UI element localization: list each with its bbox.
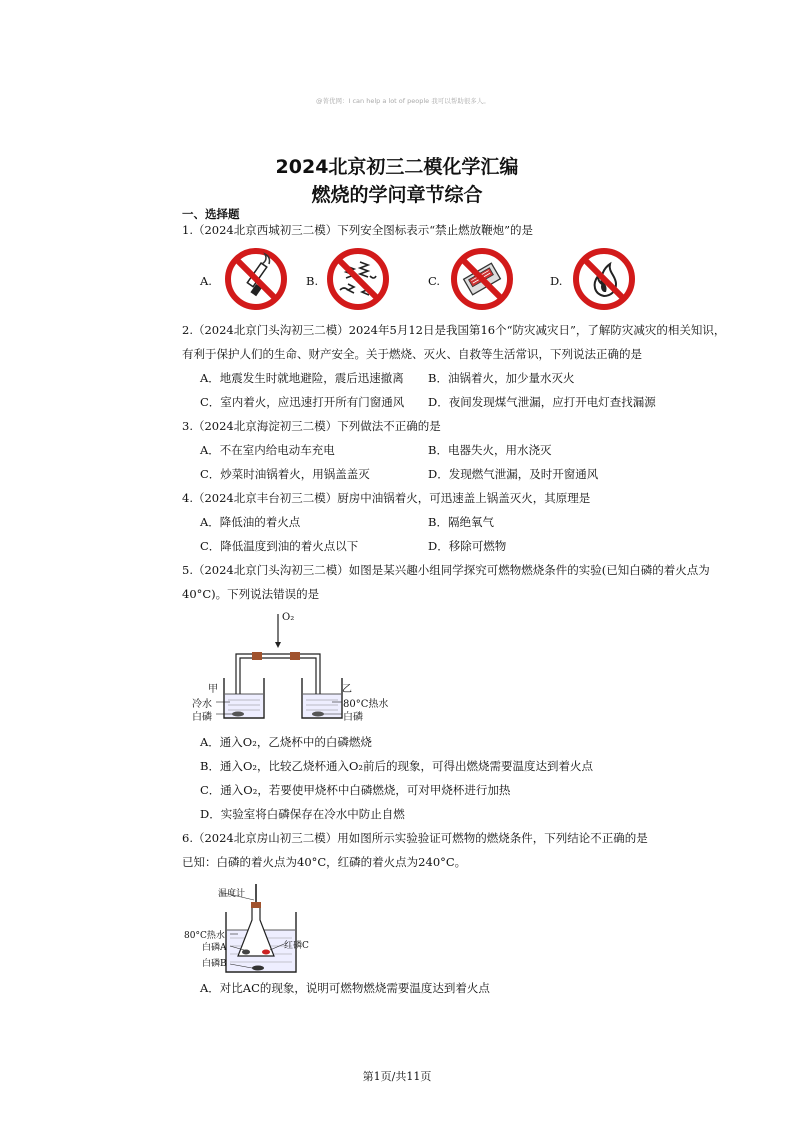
q6-option-a: A．对比AC的现象，说明可燃物燃烧需要温度达到着火点 [200, 981, 490, 995]
beaker-jia-label: 甲 [208, 684, 218, 695]
q6-known-conditions: 已知：白磷的着火点为40°C，红磷的着火点为240°C。 [182, 855, 467, 869]
cold-water-label: 冷水 [192, 699, 212, 710]
q2-option-b: B．油锅着火，加少量水灭火 [428, 371, 575, 385]
q5-apparatus-figure [190, 606, 400, 724]
q5-stem-line2: 40°C)。下列说法错误的是 [182, 587, 320, 601]
q2-stem-line2: 有利于保护人们的生命、财产安全。关于燃烧、灭火、自救等生活常识，下列说法正确的是 [182, 347, 642, 361]
o2-label: O₂ [282, 612, 295, 623]
q5-option-b: B．通入O₂，比较乙烧杯通入O₂前后的现象，可得出燃烧需要温度达到着火点 [200, 759, 594, 773]
q1-option-d-label: D. [550, 274, 563, 288]
q2-option-c: C．室内着火，应迅速打开所有门窗通风 [200, 395, 405, 409]
q6-apparatus-figure [184, 880, 324, 976]
page-subtitle: 燃烧的学问章节综合 [311, 184, 483, 206]
section-heading: 一、选择题 [182, 207, 240, 221]
q1-stem: 1.（2024北京西城初三二模）下列安全图标表示“禁止燃放鞭炮”的是 [182, 223, 533, 237]
white-phosphorus-a-label: 白磷A [202, 943, 227, 953]
q2-stem-line1: 2.（2024北京门头沟初三二模）2024年5月12日是我国第16个“防灾减灾日”，了解防灾减灾的相关知识， [182, 323, 726, 337]
q4-option-a: A．降低油的着火点 [200, 515, 301, 529]
beaker-yi-label: 乙 [342, 684, 352, 695]
q2-option-d: D．夜间发现煤气泄漏，应打开电灯查找漏源 [428, 395, 656, 409]
q5-option-a: A．通入O₂，乙烧杯中的白磷燃烧 [200, 735, 372, 749]
white-phosphorus-right-label: 白磷 [343, 712, 363, 723]
no-matches-icon [448, 246, 516, 312]
q5-option-c: C．通入O₂，若要使甲烧杯中白磷燃烧，可对甲烧杯进行加热 [200, 783, 511, 797]
page-title: 2024北京初三二模化学汇编 [275, 156, 519, 178]
watermark: @菁优网：I can help a lot of people 我可以帮助很多人。 [316, 97, 490, 105]
q1-option-a-label: A. [200, 274, 212, 288]
page-footer: 第1页/共11页 [362, 1070, 432, 1083]
q6-stem: 6.（2024北京房山初三二模）用如图所示实验验证可燃物的燃烧条件，下列结论不正确的是 [182, 831, 648, 845]
white-phosphorus-b-label: 白磷B [202, 959, 227, 969]
q1-option-c-label: C. [428, 274, 441, 288]
q3-option-c: C．炒菜时油锅着火，用锅盖盖灭 [200, 467, 370, 481]
q5-option-d: D．实验室将白磷保存在冷水中防止自燃 [200, 807, 405, 821]
q4-stem: 4.（2024北京丰台初三二模）厨房中油锅着火，可迅速盖上锅盖灭火，其原理是 [182, 491, 591, 505]
q4-option-c: C．降低温度到油的着火点以下 [200, 539, 359, 553]
q1-option-b-label: B. [306, 274, 319, 288]
q4-option-b: B．隔绝氧气 [428, 515, 494, 529]
thermometer-label: 温度计 [218, 889, 246, 899]
red-phosphorus-c-label: 红磷C [284, 941, 309, 951]
no-smoking-icon [222, 246, 290, 312]
q2-option-a: A．地震发生时就地避险，震后迅速撤离 [200, 371, 404, 385]
q3-option-d: D．发现燃气泄漏，及时开窗通风 [428, 467, 599, 481]
white-phosphorus-left-label: 白磷 [192, 712, 212, 723]
q3-option-b: B．电器失火，用水浇灭 [428, 443, 552, 457]
q4-option-d: D．移除可燃物 [428, 539, 507, 553]
q3-stem: 3.（2024北京海淀初三二模）下列做法不正确的是 [182, 419, 441, 433]
q5-stem-line1: 5.（2024北京门头沟初三二模）如图是某兴趣小组同学探究可燃物燃烧条件的实验(已知白磷的着火点为 [182, 563, 710, 577]
hot-water-label-q6: 80°C热水 [184, 931, 225, 941]
no-firecrackers-icon [324, 246, 392, 312]
no-open-flame-icon [570, 246, 638, 312]
q3-option-a: A．不在室内给电动车充电 [200, 443, 335, 457]
hot-water-label: 80°C热水 [343, 699, 389, 710]
